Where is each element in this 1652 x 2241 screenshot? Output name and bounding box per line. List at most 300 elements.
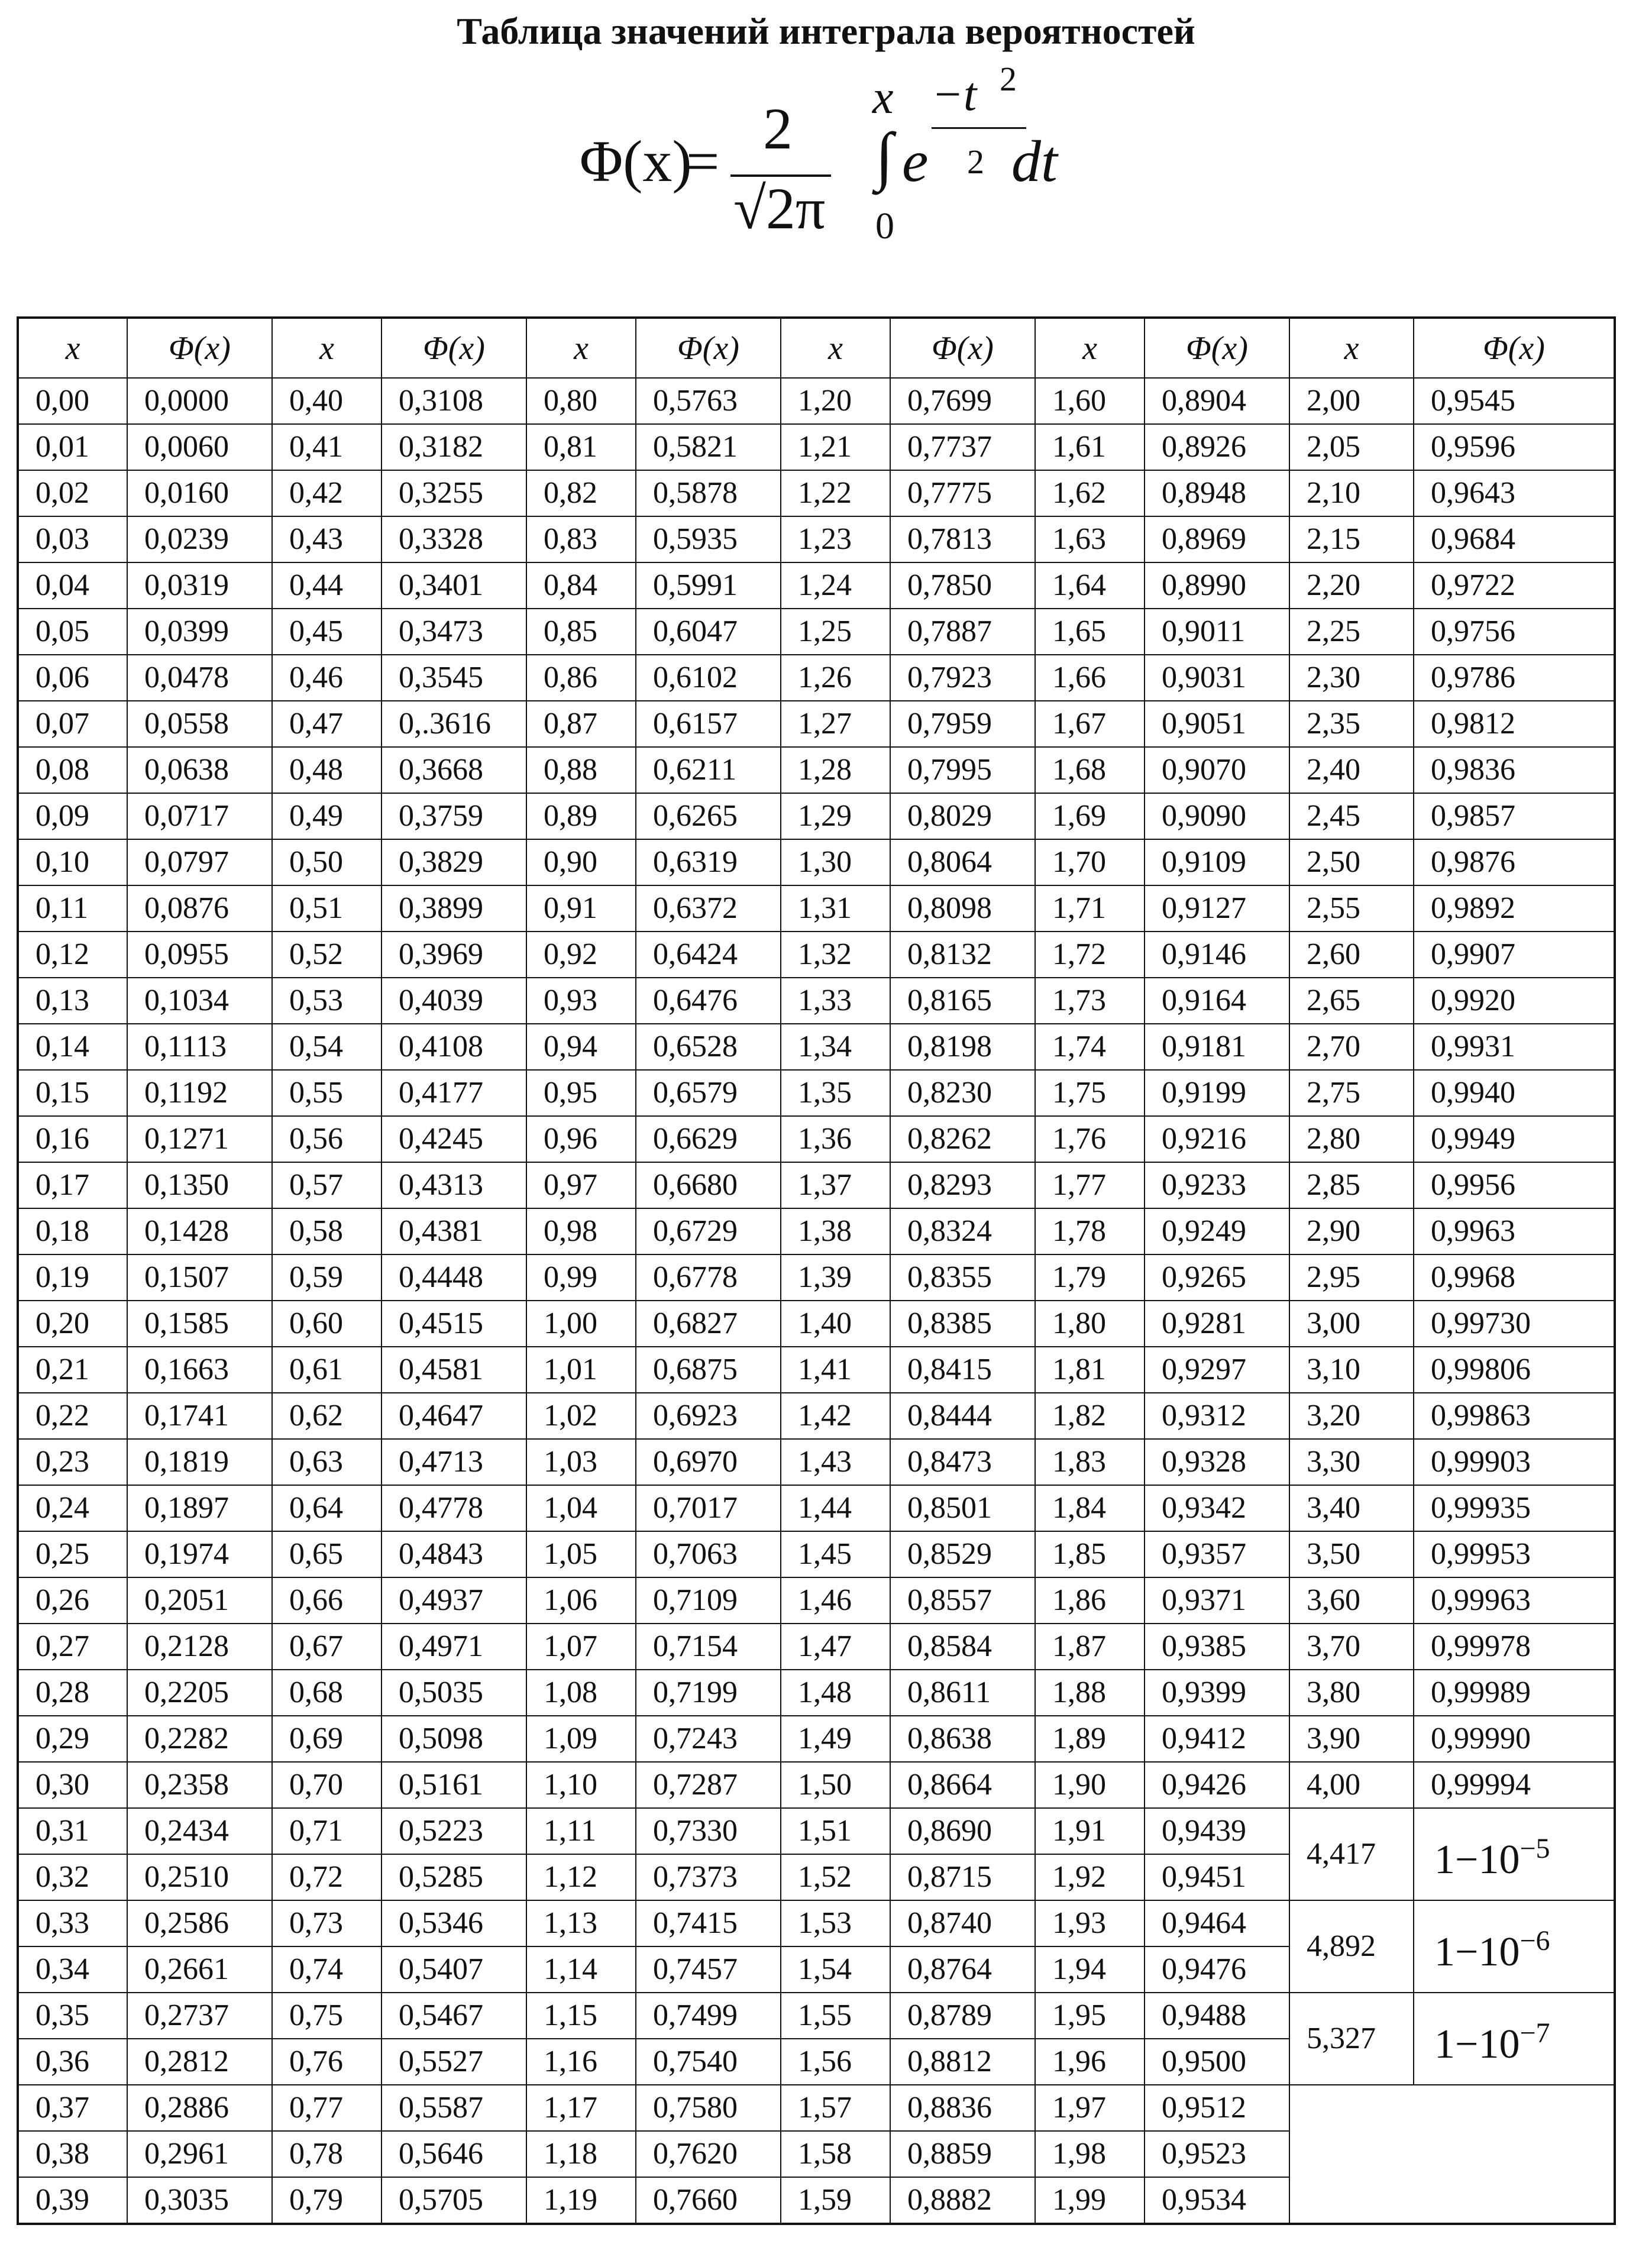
phi-value-cell: 0,2586 bbox=[127, 1900, 272, 1946]
x-value-cell: 0,33 bbox=[18, 1900, 127, 1946]
phi-value-cell: 0,0955 bbox=[127, 932, 272, 978]
phi-value-cell: 0,2886 bbox=[127, 2085, 272, 2131]
phi-value-cell: 0,1507 bbox=[127, 1254, 272, 1301]
phi-value-cell: 0,3182 bbox=[382, 424, 526, 470]
phi-value-cell: 0,7620 bbox=[636, 2131, 781, 2177]
x-value-cell: 0,55 bbox=[272, 1070, 382, 1116]
x-value-cell: 0,42 bbox=[272, 470, 382, 516]
x-value-cell: 1,29 bbox=[781, 793, 890, 839]
formula-equals: = bbox=[686, 128, 720, 194]
phi-value-cell: 0,4713 bbox=[382, 1439, 526, 1485]
x-value-cell: 0,36 bbox=[18, 2039, 127, 2085]
x-value-cell: 0,71 bbox=[272, 1808, 382, 1854]
phi-value-cell: 0,6319 bbox=[636, 839, 781, 885]
x-value-cell: 2,35 bbox=[1289, 701, 1414, 747]
formula-differential: dt bbox=[1011, 128, 1058, 194]
phi-value-cell: 0,8664 bbox=[890, 1762, 1035, 1808]
tail-phi-exponent: −5 bbox=[1520, 1832, 1550, 1864]
x-value-cell: 1,14 bbox=[526, 1946, 636, 1993]
table-row bbox=[18, 562, 1615, 609]
table-row bbox=[18, 1716, 1615, 1762]
phi-value-cell: 0,9070 bbox=[1145, 747, 1289, 793]
phi-value-cell: 0,7063 bbox=[636, 1531, 781, 1577]
tail-phi-exponent: −6 bbox=[1520, 1925, 1550, 1957]
x-value-cell: 0,26 bbox=[18, 1577, 127, 1624]
phi-value-cell: 0,2282 bbox=[127, 1716, 272, 1762]
x-value-cell: 1,15 bbox=[526, 1993, 636, 2039]
formula-lhs: Φ(x) bbox=[580, 128, 692, 194]
x-value-cell: 0,64 bbox=[272, 1485, 382, 1531]
phi-value-cell: 0,2961 bbox=[127, 2131, 272, 2177]
phi-value-cell: 0,9127 bbox=[1145, 885, 1289, 932]
phi-value-cell: 0,3759 bbox=[382, 793, 526, 839]
x-value-cell: 0,39 bbox=[18, 2177, 127, 2224]
x-value-cell: 0,29 bbox=[18, 1716, 127, 1762]
phi-value-cell: 0,9011 bbox=[1145, 609, 1289, 655]
column-header-x: x bbox=[1289, 318, 1414, 378]
x-value-cell: 0,05 bbox=[18, 609, 127, 655]
phi-value-cell: 0,8611 bbox=[890, 1670, 1035, 1716]
x-value-cell: 0,07 bbox=[18, 701, 127, 747]
phi-value-cell: 0,8165 bbox=[890, 978, 1035, 1024]
phi-value-cell: 0,9199 bbox=[1145, 1070, 1289, 1116]
x-value-cell: 1,37 bbox=[781, 1162, 890, 1208]
tail-phi-cell bbox=[1414, 1900, 1615, 1993]
phi-value-cell: 0,9512 bbox=[1145, 2085, 1289, 2131]
x-value-cell: 0,68 bbox=[272, 1670, 382, 1716]
x-value-cell: 1,06 bbox=[526, 1577, 636, 1624]
table-row bbox=[18, 1301, 1615, 1347]
x-value-cell: 0,49 bbox=[272, 793, 382, 839]
phi-value-cell: 0,9756 bbox=[1414, 609, 1615, 655]
phi-value-cell: 0,9399 bbox=[1145, 1670, 1289, 1716]
formula-lower-limit: 0 bbox=[875, 205, 894, 247]
phi-value-cell: 0,4937 bbox=[382, 1577, 526, 1624]
phi-value-cell: 0,5346 bbox=[382, 1900, 526, 1946]
x-value-cell: 1,95 bbox=[1035, 1993, 1145, 2039]
phi-value-cell: 0,8324 bbox=[890, 1208, 1035, 1254]
phi-value-cell: 0,6528 bbox=[636, 1024, 781, 1070]
x-value-cell: 1,42 bbox=[781, 1393, 890, 1439]
phi-value-cell: 0,7775 bbox=[890, 470, 1035, 516]
phi-value-cell: 0,4177 bbox=[382, 1070, 526, 1116]
x-value-cell: 0,45 bbox=[272, 609, 382, 655]
phi-value-cell: 0,4778 bbox=[382, 1485, 526, 1531]
x-value-cell: 1,12 bbox=[526, 1854, 636, 1900]
x-value-cell: 1,00 bbox=[526, 1301, 636, 1347]
phi-value-cell: 0,3668 bbox=[382, 747, 526, 793]
table-row bbox=[18, 609, 1615, 655]
phi-value-cell: 0,99953 bbox=[1414, 1531, 1615, 1577]
phi-value-cell: 0,1974 bbox=[127, 1531, 272, 1577]
phi-value-cell: 0,8064 bbox=[890, 839, 1035, 885]
phi-value-cell: 0,8473 bbox=[890, 1439, 1035, 1485]
phi-value-cell: 0,6211 bbox=[636, 747, 781, 793]
column-header-phi: Φ(x) bbox=[890, 318, 1035, 378]
phi-value-cell: 0,4245 bbox=[382, 1116, 526, 1162]
phi-value-cell: 0,7287 bbox=[636, 1762, 781, 1808]
phi-value-cell: 0,6778 bbox=[636, 1254, 781, 1301]
x-value-cell: 1,33 bbox=[781, 978, 890, 1024]
x-value-cell: 0,46 bbox=[272, 655, 382, 701]
x-value-cell: 1,71 bbox=[1035, 885, 1145, 932]
phi-value-cell: 0,6579 bbox=[636, 1070, 781, 1116]
x-value-cell: 0,23 bbox=[18, 1439, 127, 1485]
phi-value-cell: 0,8529 bbox=[890, 1531, 1035, 1577]
x-value-cell: 0,84 bbox=[526, 562, 636, 609]
x-value-cell: 1,75 bbox=[1035, 1070, 1145, 1116]
x-value-cell: 0,25 bbox=[18, 1531, 127, 1577]
phi-value-cell: 0,5035 bbox=[382, 1670, 526, 1716]
phi-value-cell: 0,2358 bbox=[127, 1762, 272, 1808]
phi-value-cell: 0,9312 bbox=[1145, 1393, 1289, 1439]
formula-exp-numerator-power: 2 bbox=[1000, 60, 1017, 98]
table-row bbox=[18, 655, 1615, 701]
x-value-cell: 0,85 bbox=[526, 609, 636, 655]
phi-value-cell: 0,9920 bbox=[1414, 978, 1615, 1024]
x-value-cell: 0,09 bbox=[18, 793, 127, 839]
phi-value-cell: 0,9031 bbox=[1145, 655, 1289, 701]
phi-value-cell: 0,8385 bbox=[890, 1301, 1035, 1347]
x-value-cell: 0,74 bbox=[272, 1946, 382, 1993]
formula-integral-sign: ∫ bbox=[875, 119, 894, 192]
x-value-cell: 2,10 bbox=[1289, 470, 1414, 516]
phi-value-cell: 0,9412 bbox=[1145, 1716, 1289, 1762]
x-value-cell: 1,76 bbox=[1035, 1116, 1145, 1162]
x-value-cell: 0,51 bbox=[272, 885, 382, 932]
x-value-cell: 0,14 bbox=[18, 1024, 127, 1070]
phi-value-cell: 0,6102 bbox=[636, 655, 781, 701]
x-value-cell: 2,90 bbox=[1289, 1208, 1414, 1254]
x-value-cell: 1,81 bbox=[1035, 1347, 1145, 1393]
phi-value-cell: 0,6372 bbox=[636, 885, 781, 932]
x-value-cell: 1,40 bbox=[781, 1301, 890, 1347]
phi-value-cell: 0,8293 bbox=[890, 1162, 1035, 1208]
phi-value-cell: 0,7330 bbox=[636, 1808, 781, 1854]
x-value-cell: 1,27 bbox=[781, 701, 890, 747]
phi-value-cell: 0,0797 bbox=[127, 839, 272, 885]
x-value-cell: 0,88 bbox=[526, 747, 636, 793]
phi-value-cell: 0,7415 bbox=[636, 1900, 781, 1946]
phi-value-cell: 0,99935 bbox=[1414, 1485, 1615, 1531]
phi-value-cell: 0,5878 bbox=[636, 470, 781, 516]
phi-value-cell: 0,9684 bbox=[1414, 516, 1615, 562]
phi-value-cell: 0,9265 bbox=[1145, 1254, 1289, 1301]
phi-value-cell: 0,9181 bbox=[1145, 1024, 1289, 1070]
phi-value-cell: 0,4971 bbox=[382, 1624, 526, 1670]
x-value-cell: 1,77 bbox=[1035, 1162, 1145, 1208]
phi-value-cell: 0,0717 bbox=[127, 793, 272, 839]
phi-value-cell: 0,2434 bbox=[127, 1808, 272, 1854]
x-value-cell: 1,34 bbox=[781, 1024, 890, 1070]
phi-value-cell: 0,9051 bbox=[1145, 701, 1289, 747]
table-row bbox=[18, 1208, 1615, 1254]
phi-value-cell: 0,5161 bbox=[382, 1762, 526, 1808]
phi-value-cell: 0,9476 bbox=[1145, 1946, 1289, 1993]
page-title: Таблица значений интеграла вероятностей bbox=[457, 10, 1195, 52]
phi-value-cell: 0,5587 bbox=[382, 2085, 526, 2131]
phi-value-cell: 0,6047 bbox=[636, 609, 781, 655]
formula-base: e bbox=[902, 128, 929, 194]
phi-value-cell: 0,5935 bbox=[636, 516, 781, 562]
x-value-cell: 1,80 bbox=[1035, 1301, 1145, 1347]
phi-value-cell: 0,9146 bbox=[1145, 932, 1289, 978]
table-body bbox=[18, 378, 1615, 2224]
x-value-cell: 1,90 bbox=[1035, 1762, 1145, 1808]
x-value-cell: 1,83 bbox=[1035, 1439, 1145, 1485]
phi-value-cell: 0,0558 bbox=[127, 701, 272, 747]
phi-value-cell: 0,7154 bbox=[636, 1624, 781, 1670]
x-value-cell: 3,00 bbox=[1289, 1301, 1414, 1347]
phi-value-cell: 0,2737 bbox=[127, 1993, 272, 2039]
phi-value-cell: 0,3255 bbox=[382, 470, 526, 516]
x-value-cell: 1,98 bbox=[1035, 2131, 1145, 2177]
x-value-cell: 0,92 bbox=[526, 932, 636, 978]
phi-value-cell: 0,9931 bbox=[1414, 1024, 1615, 1070]
phi-value-cell: 0,9216 bbox=[1145, 1116, 1289, 1162]
phi-value-cell: 0,8444 bbox=[890, 1393, 1035, 1439]
table-row bbox=[18, 1116, 1615, 1162]
x-value-cell: 3,70 bbox=[1289, 1624, 1414, 1670]
x-value-cell: 0,83 bbox=[526, 516, 636, 562]
table-row bbox=[18, 470, 1615, 516]
phi-value-cell: 0,4647 bbox=[382, 1393, 526, 1439]
phi-value-cell: 0,7017 bbox=[636, 1485, 781, 1531]
x-value-cell: 1,39 bbox=[781, 1254, 890, 1301]
phi-value-cell: 0,4039 bbox=[382, 978, 526, 1024]
x-value-cell: 0,93 bbox=[526, 978, 636, 1024]
phi-value-cell: 0,2128 bbox=[127, 1624, 272, 1670]
x-value-cell: 1,85 bbox=[1035, 1531, 1145, 1577]
phi-value-cell: 0,2661 bbox=[127, 1946, 272, 1993]
empty-cell bbox=[1289, 2177, 1615, 2224]
x-value-cell: 2,95 bbox=[1289, 1254, 1414, 1301]
x-value-cell: 0,44 bbox=[272, 562, 382, 609]
phi-value-cell: 0,1034 bbox=[127, 978, 272, 1024]
table-row bbox=[18, 1993, 1615, 2039]
table-row bbox=[18, 978, 1615, 1024]
phi-value-cell: 0,0478 bbox=[127, 655, 272, 701]
phi-value-cell: 0,99806 bbox=[1414, 1347, 1615, 1393]
phi-value-cell: 0,.3616 bbox=[382, 701, 526, 747]
x-value-cell: 0,90 bbox=[526, 839, 636, 885]
x-value-cell: 1,99 bbox=[1035, 2177, 1145, 2224]
phi-value-cell: 0,9722 bbox=[1414, 562, 1615, 609]
phi-value-cell: 0,6680 bbox=[636, 1162, 781, 1208]
x-value-cell: 1,30 bbox=[781, 839, 890, 885]
x-value-cell: 0,06 bbox=[18, 655, 127, 701]
x-value-cell: 3,80 bbox=[1289, 1670, 1414, 1716]
phi-value-cell: 0,9892 bbox=[1414, 885, 1615, 932]
x-value-cell: 1,23 bbox=[781, 516, 890, 562]
x-value-cell: 0,54 bbox=[272, 1024, 382, 1070]
x-value-cell: 0,43 bbox=[272, 516, 382, 562]
x-value-cell: 0,30 bbox=[18, 1762, 127, 1808]
x-value-cell: 1,55 bbox=[781, 1993, 890, 2039]
tail-phi-base: 1−10 bbox=[1434, 1836, 1520, 1883]
phi-value-cell: 0,9534 bbox=[1145, 2177, 1289, 2224]
x-value-cell: 3,50 bbox=[1289, 1531, 1414, 1577]
table-row bbox=[18, 516, 1615, 562]
phi-value-cell: 0,1192 bbox=[127, 1070, 272, 1116]
x-value-cell: 1,26 bbox=[781, 655, 890, 701]
phi-value-cell: 0,7540 bbox=[636, 2039, 781, 2085]
table-row bbox=[18, 1162, 1615, 1208]
phi-value-cell: 0,5098 bbox=[382, 1716, 526, 1762]
x-value-cell: 2,55 bbox=[1289, 885, 1414, 932]
phi-value-cell: 0,9328 bbox=[1145, 1439, 1289, 1485]
table-row bbox=[18, 1900, 1615, 1946]
phi-value-cell: 0,8812 bbox=[890, 2039, 1035, 2085]
x-value-cell: 1,94 bbox=[1035, 1946, 1145, 1993]
phi-value-cell: 0,8690 bbox=[890, 1808, 1035, 1854]
table-row bbox=[18, 701, 1615, 747]
phi-value-cell: 0,9907 bbox=[1414, 932, 1615, 978]
x-value-cell: 1,92 bbox=[1035, 1854, 1145, 1900]
x-value-cell: 0,34 bbox=[18, 1946, 127, 1993]
x-value-cell: 1,03 bbox=[526, 1439, 636, 1485]
phi-value-cell: 0,99978 bbox=[1414, 1624, 1615, 1670]
phi-value-cell: 0,9786 bbox=[1414, 655, 1615, 701]
phi-value-cell: 0,7737 bbox=[890, 424, 1035, 470]
phi-value-cell: 0,9090 bbox=[1145, 793, 1289, 839]
x-value-cell: 3,30 bbox=[1289, 1439, 1414, 1485]
x-value-cell: 3,20 bbox=[1289, 1393, 1414, 1439]
phi-value-cell: 0,99990 bbox=[1414, 1716, 1615, 1762]
phi-value-cell: 0,8789 bbox=[890, 1993, 1035, 2039]
phi-value-cell: 0,8638 bbox=[890, 1716, 1035, 1762]
phi-value-cell: 0,99903 bbox=[1414, 1439, 1615, 1485]
x-value-cell: 1,56 bbox=[781, 2039, 890, 2085]
phi-value-cell: 0,8926 bbox=[1145, 424, 1289, 470]
table-row bbox=[18, 1070, 1615, 1116]
x-value-cell: 1,53 bbox=[781, 1900, 890, 1946]
x-value-cell: 0,81 bbox=[526, 424, 636, 470]
table-row bbox=[18, 1531, 1615, 1577]
x-value-cell: 2,30 bbox=[1289, 655, 1414, 701]
x-value-cell: 1,20 bbox=[781, 378, 890, 424]
phi-value-cell: 0,6476 bbox=[636, 978, 781, 1024]
phi-value-cell: 0,6923 bbox=[636, 1393, 781, 1439]
x-value-cell: 1,11 bbox=[526, 1808, 636, 1854]
phi-value-cell: 0,9836 bbox=[1414, 747, 1615, 793]
phi-value-cell: 0,9857 bbox=[1414, 793, 1615, 839]
x-value-cell: 1,79 bbox=[1035, 1254, 1145, 1301]
x-value-cell: 2,85 bbox=[1289, 1162, 1414, 1208]
x-value-cell: 1,65 bbox=[1035, 609, 1145, 655]
phi-value-cell: 0,99989 bbox=[1414, 1670, 1615, 1716]
phi-value-cell: 0,5763 bbox=[636, 378, 781, 424]
phi-value-cell: 0,9281 bbox=[1145, 1301, 1289, 1347]
x-value-cell: 1,04 bbox=[526, 1485, 636, 1531]
x-value-cell: 0,47 bbox=[272, 701, 382, 747]
x-value-cell: 0,73 bbox=[272, 1900, 382, 1946]
phi-value-cell: 0,7923 bbox=[890, 655, 1035, 701]
x-value-cell: 0,82 bbox=[526, 470, 636, 516]
x-value-cell: 2,20 bbox=[1289, 562, 1414, 609]
x-value-cell: 0,15 bbox=[18, 1070, 127, 1116]
phi-value-cell: 0,6729 bbox=[636, 1208, 781, 1254]
phi-value-cell: 0,2205 bbox=[127, 1670, 272, 1716]
x-value-cell: 1,82 bbox=[1035, 1393, 1145, 1439]
x-value-cell: 0,86 bbox=[526, 655, 636, 701]
phi-value-cell: 0,5705 bbox=[382, 2177, 526, 2224]
phi-value-cell: 0,7850 bbox=[890, 562, 1035, 609]
x-value-cell: 0,58 bbox=[272, 1208, 382, 1254]
x-value-cell: 1,91 bbox=[1035, 1808, 1145, 1854]
column-header-phi: Φ(x) bbox=[1414, 318, 1615, 378]
table-row bbox=[18, 1624, 1615, 1670]
tail-phi-base: 1−10 bbox=[1434, 1929, 1520, 1975]
x-value-cell: 2,80 bbox=[1289, 1116, 1414, 1162]
phi-value-cell: 0,1428 bbox=[127, 1208, 272, 1254]
x-value-cell: 1,18 bbox=[526, 2131, 636, 2177]
phi-value-cell: 0,9164 bbox=[1145, 978, 1289, 1024]
x-value-cell: 0,27 bbox=[18, 1624, 127, 1670]
table-row bbox=[18, 1808, 1615, 1854]
phi-value-cell: 0,3328 bbox=[382, 516, 526, 562]
phi-value-cell: 0,5527 bbox=[382, 2039, 526, 2085]
x-value-cell: 0,02 bbox=[18, 470, 127, 516]
x-value-cell: 0,63 bbox=[272, 1439, 382, 1485]
phi-value-cell: 0,6629 bbox=[636, 1116, 781, 1162]
table-row bbox=[18, 1670, 1615, 1716]
phi-value-cell: 0,9371 bbox=[1145, 1577, 1289, 1624]
x-value-cell: 1,52 bbox=[781, 1854, 890, 1900]
x-value-cell: 0,31 bbox=[18, 1808, 127, 1854]
x-value-cell: 1,16 bbox=[526, 2039, 636, 2085]
phi-value-cell: 0,3829 bbox=[382, 839, 526, 885]
x-value-cell: 0,67 bbox=[272, 1624, 382, 1670]
x-value-cell: 0,65 bbox=[272, 1531, 382, 1577]
phi-value-cell: 0,8948 bbox=[1145, 470, 1289, 516]
table-row bbox=[18, 885, 1615, 932]
phi-value-cell: 0,7580 bbox=[636, 2085, 781, 2131]
phi-value-cell: 0,0000 bbox=[127, 378, 272, 424]
phi-value-cell: 0,3473 bbox=[382, 609, 526, 655]
phi-value-cell: 0,8262 bbox=[890, 1116, 1035, 1162]
formula-upper-limit: x bbox=[872, 72, 894, 124]
x-value-cell: 1,10 bbox=[526, 1762, 636, 1808]
phi-value-cell: 0,6157 bbox=[636, 701, 781, 747]
phi-value-cell: 0,8764 bbox=[890, 1946, 1035, 1993]
x-value-cell: 0,13 bbox=[18, 978, 127, 1024]
phi-value-cell: 0,8198 bbox=[890, 1024, 1035, 1070]
phi-value-cell: 0,1663 bbox=[127, 1347, 272, 1393]
phi-value-cell: 0,8415 bbox=[890, 1347, 1035, 1393]
x-value-cell: 1,45 bbox=[781, 1531, 890, 1577]
table-row bbox=[18, 1393, 1615, 1439]
phi-value-cell: 0,7499 bbox=[636, 1993, 781, 2039]
phi-value-cell: 0,9545 bbox=[1414, 378, 1615, 424]
phi-value-cell: 0,9812 bbox=[1414, 701, 1615, 747]
phi-value-cell: 0,0239 bbox=[127, 516, 272, 562]
phi-value-cell: 0,4843 bbox=[382, 1531, 526, 1577]
phi-value-cell: 0,5991 bbox=[636, 562, 781, 609]
phi-value-cell: 0,8882 bbox=[890, 2177, 1035, 2224]
x-value-cell: 1,69 bbox=[1035, 793, 1145, 839]
x-value-cell: 1,63 bbox=[1035, 516, 1145, 562]
phi-value-cell: 0,9940 bbox=[1414, 1070, 1615, 1116]
table-row bbox=[18, 839, 1615, 885]
x-value-cell: 0,37 bbox=[18, 2085, 127, 2131]
phi-value-cell: 0,0160 bbox=[127, 470, 272, 516]
phi-value-cell: 0,8584 bbox=[890, 1624, 1035, 1670]
phi-value-cell: 0,7887 bbox=[890, 609, 1035, 655]
x-value-cell: 0,78 bbox=[272, 2131, 382, 2177]
phi-value-cell: 0,9109 bbox=[1145, 839, 1289, 885]
phi-value-cell: 0,9488 bbox=[1145, 1993, 1289, 2039]
